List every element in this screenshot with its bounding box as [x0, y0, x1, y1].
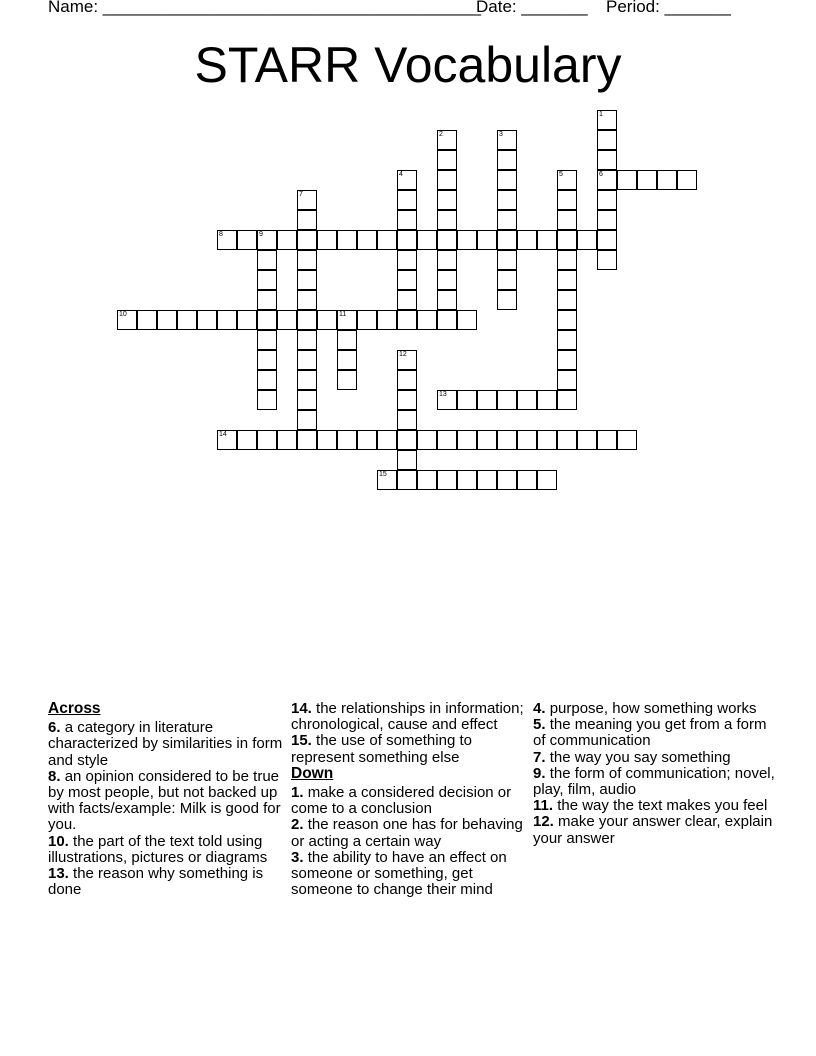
- grid-cell[interactable]: [337, 430, 357, 450]
- grid-cell[interactable]: [537, 430, 557, 450]
- grid-cell[interactable]: [277, 430, 297, 450]
- grid-cell[interactable]: [317, 230, 337, 250]
- grid-cell[interactable]: [337, 370, 357, 390]
- clue-number: 6: [599, 171, 603, 178]
- grid-cell[interactable]: [537, 470, 557, 490]
- grid-cell[interactable]: [397, 470, 417, 490]
- clue-number: 4: [399, 171, 403, 178]
- grid-cell[interactable]: [497, 270, 517, 290]
- period-field[interactable]: Period: _______: [606, 0, 731, 16]
- grid-cell[interactable]: [297, 350, 317, 370]
- grid-cell[interactable]: [257, 250, 277, 270]
- grid-cell[interactable]: [437, 390, 457, 410]
- clue-down-11: 11. the way the text makes you feel: [533, 797, 768, 815]
- grid-cell[interactable]: [497, 230, 517, 250]
- clue-number: 1: [599, 111, 603, 118]
- grid-cell[interactable]: [377, 230, 397, 250]
- clue-down-5: 5. the meaning you get from a form of communication: [533, 716, 767, 750]
- grid-cell[interactable]: [437, 270, 457, 290]
- grid-cell[interactable]: [577, 430, 597, 450]
- clues-column-1: [48, 701, 293, 898]
- grid-cell[interactable]: [437, 310, 457, 330]
- grid-cell[interactable]: [197, 310, 217, 330]
- grid-cell[interactable]: [257, 350, 277, 370]
- grid-cell[interactable]: [297, 370, 317, 390]
- clue-number: 13: [439, 391, 447, 398]
- grid-cell[interactable]: [297, 210, 317, 230]
- grid-cell[interactable]: [217, 310, 237, 330]
- clue-number: 2: [439, 131, 443, 138]
- grid-cell[interactable]: [597, 150, 617, 170]
- grid-cell[interactable]: [437, 470, 457, 490]
- grid-cell[interactable]: [457, 390, 477, 410]
- grid-cell[interactable]: [317, 310, 337, 330]
- grid-cell[interactable]: [537, 390, 557, 410]
- grid-cell[interactable]: [417, 230, 437, 250]
- clue-down-2: 2. the reason one has for behaving or acting a certain way: [291, 816, 523, 850]
- grid-cell[interactable]: [297, 230, 317, 250]
- grid-cell[interactable]: [457, 230, 477, 250]
- grid-cell[interactable]: [597, 210, 617, 230]
- clue-down-4: 4. purpose, how something works: [533, 700, 757, 717]
- grid-cell[interactable]: [557, 250, 577, 270]
- grid-cell[interactable]: [397, 270, 417, 290]
- grid-cell[interactable]: [297, 270, 317, 290]
- name-field[interactable]: Name: ________________________________________: [48, 0, 481, 16]
- grid-cell[interactable]: [177, 310, 197, 330]
- grid-cell[interactable]: [437, 250, 457, 270]
- clue-number: 9: [259, 231, 263, 238]
- clue-across-10: 10. the part of the text told using illustrations, pictures or diagrams: [48, 832, 268, 866]
- clue-number: 11: [339, 311, 347, 318]
- grid-cell[interactable]: [217, 230, 237, 250]
- grid-cell[interactable]: [497, 470, 517, 490]
- grid-cell[interactable]: [397, 250, 417, 270]
- grid-cell[interactable]: [397, 350, 417, 370]
- clue-number: 5: [559, 171, 563, 178]
- grid-cell[interactable]: [617, 170, 637, 190]
- down-heading: Down: [291, 764, 334, 782]
- grid-cell[interactable]: [477, 390, 497, 410]
- grid-cell[interactable]: [397, 230, 417, 250]
- grid-cell[interactable]: [517, 470, 537, 490]
- grid-cell[interactable]: [397, 410, 417, 430]
- grid-cell[interactable]: [337, 230, 357, 250]
- grid-cell[interactable]: [157, 310, 177, 330]
- grid-cell[interactable]: [257, 370, 277, 390]
- grid-cell[interactable]: [397, 390, 417, 410]
- grid-cell[interactable]: [597, 230, 617, 250]
- clues-column-2: [291, 701, 531, 898]
- clues-column-3: [533, 701, 778, 847]
- grid-cell[interactable]: [477, 470, 497, 490]
- grid-cell[interactable]: [237, 230, 257, 250]
- clue-number: 10: [119, 311, 127, 318]
- grid-cell[interactable]: [677, 170, 697, 190]
- grid-cell[interactable]: [557, 190, 577, 210]
- grid-cell[interactable]: [117, 310, 137, 330]
- clue-number: 12: [399, 351, 407, 358]
- grid-cell[interactable]: [537, 230, 557, 250]
- grid-cell[interactable]: [357, 310, 377, 330]
- grid-cell[interactable]: [297, 410, 317, 430]
- grid-cell[interactable]: [297, 430, 317, 450]
- grid-cell[interactable]: [397, 450, 417, 470]
- grid-cell[interactable]: [577, 230, 597, 250]
- grid-cell[interactable]: [617, 430, 637, 450]
- grid-cell[interactable]: [477, 430, 497, 450]
- grid-cell[interactable]: [397, 290, 417, 310]
- grid-cell[interactable]: [497, 150, 517, 170]
- grid-cell[interactable]: [437, 290, 457, 310]
- grid-cell[interactable]: [257, 430, 277, 450]
- clue-down-3: 3. the ability to have an effect on someone or something, get someone to change their mind: [291, 848, 507, 899]
- grid-cell[interactable]: [397, 170, 417, 190]
- grid-cell[interactable]: [597, 170, 617, 190]
- grid-cell[interactable]: [477, 230, 497, 250]
- grid-cell[interactable]: [557, 310, 577, 330]
- grid-cell[interactable]: [637, 170, 657, 190]
- grid-cell[interactable]: [377, 310, 397, 330]
- grid-cell[interactable]: [557, 330, 577, 350]
- clue-down-7: 7. the way you say something: [533, 748, 731, 766]
- clue-number: 15: [379, 471, 387, 478]
- grid-cell[interactable]: [557, 350, 577, 370]
- grid-cell[interactable]: [437, 230, 457, 250]
- clue-across-15: 15. the use of something to represent something else: [291, 732, 472, 766]
- grid-cell[interactable]: [517, 390, 537, 410]
- across-heading: Across: [48, 700, 101, 717]
- grid-cell[interactable]: [337, 330, 357, 350]
- grid-cell[interactable]: [357, 430, 377, 450]
- grid-cell[interactable]: [497, 190, 517, 210]
- grid-cell[interactable]: [397, 210, 417, 230]
- grid-cell[interactable]: [497, 390, 517, 410]
- grid-cell[interactable]: [557, 170, 577, 190]
- clue-across-13: 13. the reason why something is done: [48, 865, 264, 899]
- clue-number: 8: [219, 231, 223, 238]
- grid-cell[interactable]: [597, 250, 617, 270]
- grid-cell[interactable]: [397, 310, 417, 330]
- grid-cell[interactable]: [237, 310, 257, 330]
- grid-cell[interactable]: [277, 310, 297, 330]
- grid-cell[interactable]: [257, 270, 277, 290]
- clue-across-6: 6. a category in literature characterized by similarities in form and style: [48, 719, 283, 769]
- grid-cell[interactable]: [317, 430, 337, 450]
- grid-cell[interactable]: [397, 190, 417, 210]
- grid-cell[interactable]: [257, 330, 277, 350]
- grid-cell[interactable]: [497, 170, 517, 190]
- grid-cell[interactable]: [497, 430, 517, 450]
- grid-cell[interactable]: [417, 430, 437, 450]
- clue-number: 7: [299, 191, 303, 198]
- page-title: STARR Vocabulary: [194, 37, 622, 93]
- grid-cell[interactable]: [417, 310, 437, 330]
- grid-cell[interactable]: [497, 130, 517, 150]
- clue-down-12: 12. make your answer clear, explain your answer: [533, 813, 773, 847]
- grid-cell[interactable]: [457, 310, 477, 330]
- grid-cell[interactable]: [557, 210, 577, 230]
- grid-cell[interactable]: [377, 470, 397, 490]
- grid-cell[interactable]: [297, 250, 317, 270]
- grid-cell[interactable]: [597, 130, 617, 150]
- grid-cell[interactable]: [397, 430, 417, 450]
- grid-cell[interactable]: [497, 210, 517, 230]
- grid-cell[interactable]: [397, 370, 417, 390]
- grid-cell[interactable]: [557, 370, 577, 390]
- grid-cell[interactable]: [277, 230, 297, 250]
- grid-cell[interactable]: [297, 310, 317, 330]
- grid-cell[interactable]: [257, 290, 277, 310]
- grid-cell[interactable]: [257, 390, 277, 410]
- grid-cell[interactable]: [437, 150, 457, 170]
- grid-cell[interactable]: [517, 430, 537, 450]
- grid-cell[interactable]: [557, 270, 577, 290]
- grid-cell[interactable]: [557, 390, 577, 410]
- grid-cell[interactable]: [237, 430, 257, 450]
- clue-across-8: 8. an opinion considered to be true by most people, but not backed up with facts/example: Milk is good for you.: [48, 767, 281, 834]
- clue-number: 14: [219, 431, 227, 438]
- grid-cell[interactable]: [597, 430, 617, 450]
- grid-cell[interactable]: [557, 290, 577, 310]
- grid-cell[interactable]: [337, 310, 357, 330]
- grid-cell[interactable]: [437, 430, 457, 450]
- grid-cell[interactable]: [557, 430, 577, 450]
- grid-cell[interactable]: [297, 330, 317, 350]
- grid-cell[interactable]: [557, 230, 577, 250]
- clue-across-14: 14. the relationships in information; chronological, cause and effect: [291, 700, 524, 734]
- grid-cell[interactable]: [657, 170, 677, 190]
- grid-cell[interactable]: [437, 190, 457, 210]
- grid-cell[interactable]: [297, 290, 317, 310]
- grid-cell[interactable]: [457, 470, 477, 490]
- grid-cell[interactable]: [137, 310, 157, 330]
- grid-cell[interactable]: [437, 130, 457, 150]
- grid-cell[interactable]: [297, 390, 317, 410]
- grid-cell[interactable]: [297, 190, 317, 210]
- grid-cell[interactable]: [357, 230, 377, 250]
- grid-cell[interactable]: [257, 230, 277, 250]
- grid-cell[interactable]: [377, 430, 397, 450]
- grid-cell[interactable]: [597, 110, 617, 130]
- grid-cell[interactable]: [457, 430, 477, 450]
- grid-cell[interactable]: [337, 350, 357, 370]
- grid-cell[interactable]: [597, 190, 617, 210]
- grid-cell[interactable]: [517, 230, 537, 250]
- grid-cell[interactable]: [437, 210, 457, 230]
- clue-down-1: 1. make a considered decision or come to a conclusion: [291, 784, 512, 818]
- grid-cell[interactable]: [217, 430, 237, 450]
- clue-down-9: 9. the form of communication; novel, play, film, audio: [533, 764, 775, 799]
- date-field[interactable]: Date: _______: [476, 0, 588, 16]
- grid-cell[interactable]: [417, 470, 437, 490]
- clue-number: 3: [499, 131, 503, 138]
- grid-cell[interactable]: [497, 290, 517, 310]
- grid-cell[interactable]: [257, 310, 277, 330]
- grid-cell[interactable]: [497, 250, 517, 270]
- grid-cell[interactable]: [437, 170, 457, 190]
